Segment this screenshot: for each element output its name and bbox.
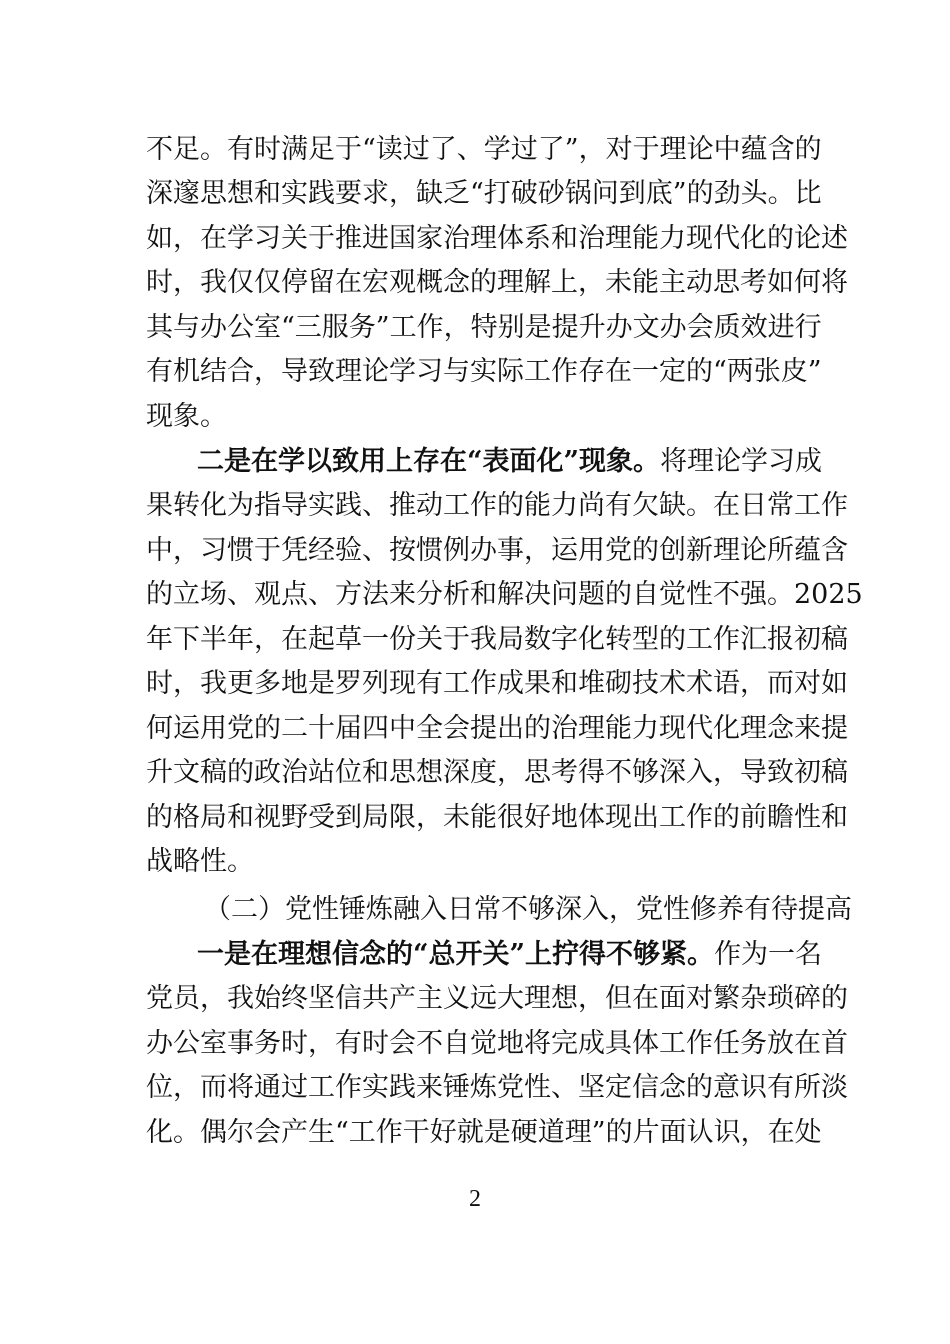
line-text: 不足。有时满足于“读过了、学过了”，对于理论中蕴含的 xyxy=(146,134,822,165)
text-line xyxy=(146,1113,822,1153)
line-text: 深邃思想和实践要求，缺乏“打破砂锅问到底”的劲头。比 xyxy=(146,178,822,209)
text-line xyxy=(146,620,848,660)
line-text: 升文稿的政治站位和思想深度，思考得不够深入，导致初稿 xyxy=(146,757,848,788)
page-number: 2 xyxy=(469,1186,481,1212)
text-line xyxy=(197,935,823,975)
text-line xyxy=(146,842,806,882)
line-text: 何运用党的二十届四中全会提出的治理能力现代化理念来提 xyxy=(146,713,848,744)
text-line xyxy=(146,753,848,793)
text-line xyxy=(146,1068,848,1108)
line-text: 化。偶尔会产生“工作干好就是硬道理”的片面认识，在处 xyxy=(146,1117,822,1148)
text-line xyxy=(146,352,822,392)
line-text: （二）党性锤炼融入日常不够深入，党性修养有待提高 xyxy=(204,894,852,925)
line-text: 的立场、观点、方法来分析和解决问题的自觉性不强。2025 xyxy=(146,579,863,610)
line-text: 时，我更多地是罗列现有工作成果和堆砌技术术语，而对如 xyxy=(146,668,848,699)
text-line xyxy=(146,263,848,303)
text-line xyxy=(146,219,848,259)
text-line xyxy=(204,890,852,930)
text-line xyxy=(197,442,823,482)
line-text: 的格局和视野受到局限，未能很好地体现出工作的前瞻性和 xyxy=(146,802,848,833)
text-line xyxy=(146,709,848,749)
line-text: 时，我仅仅停留在宏观概念的理解上，未能主动思考如何将 xyxy=(146,267,848,298)
line-text: 中，习惯于凭经验、按惯例办事，运用党的创新理论所蕴含 xyxy=(146,535,848,566)
text-line xyxy=(146,798,848,838)
text-line xyxy=(146,308,822,348)
text-line xyxy=(146,979,848,1019)
bold-lead-phrase: 一是在理想信念的“总开关”上拧得不够紧。 xyxy=(197,939,715,970)
text-line xyxy=(146,664,848,704)
line-text: 办公室事务时，有时会不自觉地将完成具体工作任务放在首 xyxy=(146,1028,848,1059)
line-text: 年下半年，在起草一份关于我局数字化转型的工作汇报初稿 xyxy=(146,624,848,655)
text-line xyxy=(146,486,848,526)
line-text: 作为一名 xyxy=(714,939,823,970)
text-line xyxy=(146,575,863,615)
line-text: 现象。 xyxy=(146,401,227,432)
text-line xyxy=(146,1024,848,1064)
line-text: 位，而将通过工作实践来锤炼党性、坚定信念的意识有所淡 xyxy=(146,1072,848,1103)
line-text: 其与办公室“三服务”工作，特别是提升办文办会质效进行 xyxy=(146,312,822,343)
line-text: 有机结合，导致理论学习与实际工作存在一定的“两张皮” xyxy=(146,356,822,387)
line-text: 果转化为指导实践、推动工作的能力尚有欠缺。在日常工作 xyxy=(146,490,848,521)
bold-lead-phrase: 二是在学以致用上存在“表面化”现象。 xyxy=(197,446,661,477)
text-line xyxy=(146,531,848,571)
text-line xyxy=(146,130,822,170)
line-text: 如，在学习关于推进国家治理体系和治理能力现代化的论述 xyxy=(146,223,848,254)
line-text: 党员，我始终坚信共产主义远大理想，但在面对繁杂琐碎的 xyxy=(146,983,848,1014)
text-line xyxy=(146,397,806,437)
line-text: 将理论学习成 xyxy=(660,446,823,477)
text-line xyxy=(146,174,822,214)
line-text: 战略性。 xyxy=(146,846,254,877)
